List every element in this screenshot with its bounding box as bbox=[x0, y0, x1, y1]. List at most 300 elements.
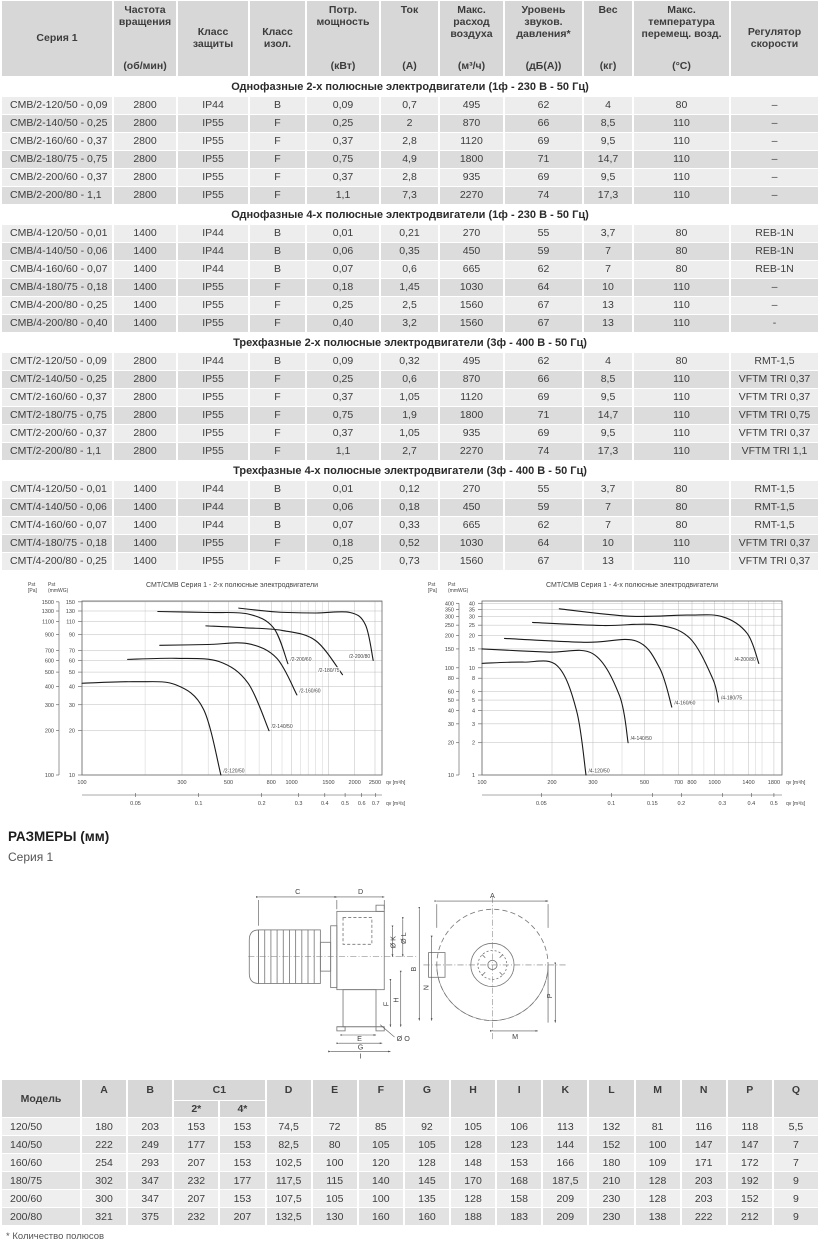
svg-text:25: 25 bbox=[468, 623, 475, 630]
spec-cell: CMB/2-140/50 - 0,25 bbox=[2, 115, 112, 132]
spec-cell: – bbox=[731, 115, 818, 132]
spec-cell: B bbox=[250, 481, 305, 498]
spec-cell: IP55 bbox=[178, 133, 248, 150]
svg-text:30: 30 bbox=[68, 703, 75, 710]
spec-cell: – bbox=[731, 279, 818, 296]
dims-cell: 92 bbox=[405, 1118, 449, 1135]
dims-subcol-4poles: 4* bbox=[220, 1101, 264, 1117]
dims-cell: 209 bbox=[543, 1208, 587, 1225]
spec-cell: B bbox=[250, 243, 305, 260]
spec-cell: 0,32 bbox=[381, 353, 438, 370]
dims-cell: 120 bbox=[359, 1154, 403, 1171]
svg-text:300: 300 bbox=[588, 780, 598, 787]
dimension-drawing bbox=[240, 866, 580, 1073]
spec-cell: 10 bbox=[584, 279, 632, 296]
spec-cell: IP55 bbox=[178, 115, 248, 132]
dims-cell: 81 bbox=[636, 1118, 680, 1135]
dims-cell: 153 bbox=[497, 1154, 541, 1171]
spec-cell: 0,01 bbox=[307, 225, 379, 242]
spec-col-header-7: Уровень звуков. давления* (дБ(А)) bbox=[505, 1, 582, 76]
spec-cell: 0,25 bbox=[307, 371, 379, 388]
dims-cell: 177 bbox=[174, 1136, 218, 1153]
spec-cell: 8,5 bbox=[584, 371, 632, 388]
spec-cell: B bbox=[250, 225, 305, 242]
svg-text:1: 1 bbox=[471, 773, 475, 780]
spec-cell: 69 bbox=[505, 425, 582, 442]
svg-text:0.05: 0.05 bbox=[130, 801, 141, 808]
spec-cell: 55 bbox=[505, 225, 582, 242]
svg-text:0.5: 0.5 bbox=[770, 801, 778, 808]
spec-cell: 1800 bbox=[440, 151, 503, 168]
spec-cell: VFTM TRI 0,37 bbox=[731, 389, 818, 406]
spec-cell: 1,1 bbox=[307, 443, 379, 460]
svg-text:qv [m³/h]: qv [m³/h] bbox=[786, 780, 806, 787]
dims-cell: 100 bbox=[313, 1154, 357, 1171]
svg-text:(mmWG): (mmWG) bbox=[48, 588, 69, 595]
spec-cell: CMT/2-120/50 - 0,09 bbox=[2, 353, 112, 370]
spec-cell: 7 bbox=[584, 261, 632, 278]
dims-cell: 347 bbox=[128, 1172, 172, 1189]
spec-cell: CMT/4-160/60 - 0,07 bbox=[2, 517, 112, 534]
spec-cell: CMB/4-160/60 - 0,07 bbox=[2, 261, 112, 278]
spec-cell: 0,07 bbox=[307, 517, 379, 534]
section-header-row bbox=[2, 205, 818, 224]
spec-table-row bbox=[2, 187, 818, 204]
spec-col-header-8: Вес (кг) bbox=[584, 1, 632, 76]
spec-cell: 59 bbox=[505, 499, 582, 516]
svg-text:400: 400 bbox=[444, 601, 454, 608]
svg-text:40: 40 bbox=[447, 708, 454, 715]
spec-table-row bbox=[2, 115, 818, 132]
spec-cell: 1,05 bbox=[381, 425, 438, 442]
spec-cell: B bbox=[250, 97, 305, 114]
spec-cell: IP44 bbox=[178, 225, 248, 242]
dims-cell: 153 bbox=[220, 1190, 264, 1207]
spec-cell: RMT-1,5 bbox=[731, 353, 818, 370]
svg-text:90: 90 bbox=[68, 632, 75, 639]
dims-cell: 192 bbox=[728, 1172, 772, 1189]
spec-cell: 62 bbox=[505, 353, 582, 370]
dims-cell: 147 bbox=[728, 1136, 772, 1153]
spec-cell: CMT/2-180/75 - 0,75 bbox=[2, 407, 112, 424]
svg-text:10: 10 bbox=[447, 773, 454, 780]
spec-col-header-4: Потр. мощность (кВт) bbox=[307, 1, 379, 76]
dimensions-series-label: Серия 1 bbox=[8, 850, 54, 865]
dims-cell: 128 bbox=[405, 1154, 449, 1171]
svg-text:700: 700 bbox=[673, 780, 684, 787]
spec-cell: 8,5 bbox=[584, 115, 632, 132]
curve-label: /4-180/75 bbox=[721, 695, 743, 702]
spec-cell: 0,6 bbox=[381, 261, 438, 278]
svg-text:0.4: 0.4 bbox=[747, 801, 756, 808]
spec-cell: 935 bbox=[440, 169, 503, 186]
spec-cell: 4 bbox=[584, 353, 632, 370]
spec-cell: 2,5 bbox=[381, 297, 438, 314]
dims-cell: 170 bbox=[451, 1172, 495, 1189]
dims-cell: 130 bbox=[313, 1208, 357, 1225]
svg-text:20: 20 bbox=[447, 741, 454, 748]
dims-cell: 203 bbox=[128, 1118, 172, 1135]
spec-table-row bbox=[2, 517, 818, 534]
spec-cell: CMT/2-140/50 - 0,25 bbox=[2, 371, 112, 388]
dims-cell-model: 120/50 bbox=[2, 1118, 80, 1135]
spec-cell: 13 bbox=[584, 315, 632, 332]
dims-table-row bbox=[2, 1208, 818, 1225]
svg-text:300: 300 bbox=[444, 615, 454, 622]
spec-cell: 0,75 bbox=[307, 407, 379, 424]
svg-text:1300: 1300 bbox=[41, 609, 54, 616]
svg-text:800: 800 bbox=[266, 780, 276, 787]
spec-cell: 69 bbox=[505, 133, 582, 150]
spec-cell: 0,73 bbox=[381, 553, 438, 570]
spec-cell: F bbox=[250, 169, 305, 186]
dims-cell: 100 bbox=[636, 1136, 680, 1153]
dims-cell: 82,5 bbox=[267, 1136, 311, 1153]
svg-text:130: 130 bbox=[65, 609, 75, 616]
svg-text:0.1: 0.1 bbox=[194, 801, 203, 808]
spec-table-header bbox=[2, 1, 818, 76]
spec-table-row bbox=[2, 499, 818, 516]
svg-text:1400: 1400 bbox=[742, 780, 755, 787]
dims-cell: 128 bbox=[451, 1190, 495, 1207]
dims-col-D: D bbox=[267, 1080, 311, 1117]
svg-text:Pst: Pst bbox=[48, 582, 56, 589]
spec-cell: 0,7 bbox=[381, 97, 438, 114]
spec-cell: REB-1N bbox=[731, 225, 818, 242]
spec-table bbox=[0, 0, 820, 571]
spec-cell: 110 bbox=[634, 315, 729, 332]
spec-cell: 67 bbox=[505, 315, 582, 332]
dims-col-H: H bbox=[451, 1080, 495, 1117]
spec-cell: 2270 bbox=[440, 187, 503, 204]
spec-cell: 3,7 bbox=[584, 225, 632, 242]
spec-cell: 2800 bbox=[114, 407, 176, 424]
spec-cell: 450 bbox=[440, 499, 503, 516]
spec-cell: 0,52 bbox=[381, 535, 438, 552]
svg-text:CMT/CMB Серия 1 - 2-х полюсны: CMT/CMB Серия 1 - 2-х полюсные электродвигатели bbox=[146, 582, 318, 590]
spec-cell: 1400 bbox=[114, 517, 176, 534]
spec-cell: 14,7 bbox=[584, 407, 632, 424]
spec-cell: 110 bbox=[634, 425, 729, 442]
dims-table-row bbox=[2, 1190, 818, 1207]
svg-text:qv [m³/s]: qv [m³/s] bbox=[786, 801, 806, 808]
spec-cell: F bbox=[250, 371, 305, 388]
dims-cell: 160 bbox=[359, 1208, 403, 1225]
spec-cell: CMB/2-200/60 - 0,37 bbox=[2, 169, 112, 186]
dim-label-c: C bbox=[295, 887, 301, 897]
section-title: Однофазные 2-х полюсные электродвигатели (1ф - 230 В - 50 Гц) bbox=[2, 77, 818, 96]
dims-cell: 115 bbox=[313, 1172, 357, 1189]
spec-cell: 17,3 bbox=[584, 187, 632, 204]
dims-table-row bbox=[2, 1154, 818, 1171]
spec-cell: 0,18 bbox=[381, 499, 438, 516]
spec-cell: 2800 bbox=[114, 133, 176, 150]
svg-text:300: 300 bbox=[177, 780, 187, 787]
svg-text:Pst: Pst bbox=[428, 582, 436, 589]
svg-text:1500: 1500 bbox=[41, 600, 54, 607]
spec-cell: VFTM TRI 0,37 bbox=[731, 425, 818, 442]
spec-cell: 4,9 bbox=[381, 151, 438, 168]
dim-label-e: E bbox=[357, 1034, 362, 1044]
spec-cell: 2,8 bbox=[381, 169, 438, 186]
spec-cell: IP55 bbox=[178, 297, 248, 314]
dim-label-k: Ø K bbox=[388, 936, 398, 949]
spec-cell: 1,9 bbox=[381, 407, 438, 424]
spec-cell: 0,25 bbox=[307, 115, 379, 132]
svg-text:0.05: 0.05 bbox=[536, 801, 547, 808]
spec-cell: REB-1N bbox=[731, 243, 818, 260]
spec-cell: 4 bbox=[584, 97, 632, 114]
dims-cell: 5,5 bbox=[774, 1118, 818, 1135]
dims-col-E: E bbox=[313, 1080, 357, 1117]
spec-cell: VFTM TRI 0,37 bbox=[731, 371, 818, 388]
svg-text:100: 100 bbox=[77, 780, 87, 787]
spec-cell: 69 bbox=[505, 389, 582, 406]
spec-cell: 1400 bbox=[114, 553, 176, 570]
dims-cell: 7 bbox=[774, 1136, 818, 1153]
spec-cell: VFTM TRI 0,37 bbox=[731, 553, 818, 570]
spec-cell: 870 bbox=[440, 371, 503, 388]
svg-text:4: 4 bbox=[471, 708, 475, 715]
dims-cell: 128 bbox=[451, 1136, 495, 1153]
spec-cell: 1400 bbox=[114, 297, 176, 314]
svg-text:15: 15 bbox=[468, 647, 475, 654]
dims-cell: 321 bbox=[82, 1208, 126, 1225]
spec-cell: 71 bbox=[505, 151, 582, 168]
dims-cell-model: 200/60 bbox=[2, 1190, 80, 1207]
dims-cell: 106 bbox=[497, 1118, 541, 1135]
spec-cell: 0,06 bbox=[307, 499, 379, 516]
svg-text:900: 900 bbox=[44, 632, 54, 639]
dims-cell: 160 bbox=[405, 1208, 449, 1225]
spec-cell: CMT/4-120/50 - 0,01 bbox=[2, 481, 112, 498]
dim-label-p: P bbox=[545, 993, 555, 999]
spec-cell: 2270 bbox=[440, 443, 503, 460]
dims-cell: 232 bbox=[174, 1172, 218, 1189]
dims-cell: 180 bbox=[82, 1118, 126, 1135]
svg-text:200: 200 bbox=[444, 633, 454, 640]
dims-cell: 207 bbox=[174, 1190, 218, 1207]
spec-cell: CMB/4-200/80 - 0,40 bbox=[2, 315, 112, 332]
svg-text:2500: 2500 bbox=[368, 780, 382, 787]
dims-subcol-2poles: 2* bbox=[174, 1101, 218, 1117]
svg-text:80: 80 bbox=[447, 676, 454, 683]
spec-cell: 110 bbox=[634, 169, 729, 186]
dims-cell: 102,5 bbox=[267, 1154, 311, 1171]
svg-text:110: 110 bbox=[66, 620, 75, 627]
spec-cell: 2800 bbox=[114, 169, 176, 186]
spec-cell: 2,7 bbox=[381, 443, 438, 460]
curve-label: /4-140/50 bbox=[630, 736, 652, 743]
spec-cell: CMT/2-200/60 - 0,37 bbox=[2, 425, 112, 442]
spec-table-row bbox=[2, 97, 818, 114]
svg-text:0.4: 0.4 bbox=[320, 801, 329, 808]
spec-cell: 0,06 bbox=[307, 243, 379, 260]
spec-cell: CMB/2-120/50 - 0,09 bbox=[2, 97, 112, 114]
dims-cell: 153 bbox=[220, 1136, 264, 1153]
spec-cell: 110 bbox=[634, 297, 729, 314]
spec-col-header-6: Макс. расход воздуха (м³/ч) bbox=[440, 1, 503, 76]
spec-cell: 55 bbox=[505, 481, 582, 498]
spec-cell: 110 bbox=[634, 407, 729, 424]
spec-cell: 1400 bbox=[114, 499, 176, 516]
spec-cell: 62 bbox=[505, 517, 582, 534]
spec-cell: 110 bbox=[634, 553, 729, 570]
spec-cell: – bbox=[731, 151, 818, 168]
svg-text:200: 200 bbox=[44, 729, 54, 736]
spec-table-row bbox=[2, 297, 818, 314]
dim-label-i: I bbox=[359, 1052, 362, 1062]
spec-cell: 66 bbox=[505, 371, 582, 388]
spec-cell: – bbox=[731, 169, 818, 186]
spec-table-row bbox=[2, 481, 818, 498]
svg-text:30: 30 bbox=[447, 722, 454, 729]
spec-cell: 110 bbox=[634, 279, 729, 296]
spec-cell: 1400 bbox=[114, 535, 176, 552]
dims-table-row bbox=[2, 1136, 818, 1153]
svg-text:150: 150 bbox=[65, 600, 75, 607]
dims-cell: 152 bbox=[589, 1136, 633, 1153]
poles-footnote: * Количество полюсов bbox=[6, 1231, 105, 1243]
svg-text:70: 70 bbox=[68, 648, 75, 655]
svg-text:1100: 1100 bbox=[42, 620, 54, 627]
svg-text:2000: 2000 bbox=[348, 780, 361, 787]
dims-cell: 152 bbox=[728, 1190, 772, 1207]
spec-cell: 0,07 bbox=[307, 261, 379, 278]
svg-text:0.2: 0.2 bbox=[677, 801, 686, 808]
spec-cell: IP55 bbox=[178, 535, 248, 552]
spec-cell: 2800 bbox=[114, 115, 176, 132]
spec-cell: 1,05 bbox=[381, 389, 438, 406]
spec-cell: 0,6 bbox=[381, 371, 438, 388]
spec-cell: 14,7 bbox=[584, 151, 632, 168]
spec-col-header-9: Макс. температура перемещ. возд. (°С) bbox=[634, 1, 729, 76]
spec-cell: F bbox=[250, 407, 305, 424]
svg-text:1000: 1000 bbox=[708, 780, 721, 787]
spec-cell: 74 bbox=[505, 443, 582, 460]
spec-col-header-0: Серия 1 bbox=[2, 1, 112, 76]
dims-cell: 222 bbox=[682, 1208, 726, 1225]
spec-table-row bbox=[2, 443, 818, 460]
dims-cell: 85 bbox=[359, 1118, 403, 1135]
spec-cell: 665 bbox=[440, 517, 503, 534]
spec-cell: 2800 bbox=[114, 187, 176, 204]
spec-cell: 1560 bbox=[440, 297, 503, 314]
dims-cell: 9 bbox=[774, 1190, 818, 1207]
svg-text:30: 30 bbox=[468, 615, 475, 622]
svg-text:10: 10 bbox=[468, 666, 475, 673]
dims-cell: 123 bbox=[497, 1136, 541, 1153]
svg-text:0.7: 0.7 bbox=[371, 801, 380, 808]
svg-text:300: 300 bbox=[44, 703, 54, 710]
dim-label-h: H bbox=[391, 997, 401, 1003]
spec-cell: 7 bbox=[584, 517, 632, 534]
dims-col-M: M bbox=[636, 1080, 680, 1117]
svg-text:40: 40 bbox=[468, 601, 475, 608]
dim-label-n: N bbox=[421, 985, 431, 991]
spec-cell: IP55 bbox=[178, 371, 248, 388]
dims-cell: 138 bbox=[636, 1208, 680, 1225]
spec-cell: 1030 bbox=[440, 535, 503, 552]
spec-cell: 3,2 bbox=[381, 315, 438, 332]
performance-charts bbox=[0, 571, 820, 819]
spec-cell: CMB/4-200/80 - 0,25 bbox=[2, 297, 112, 314]
svg-text:0.3: 0.3 bbox=[718, 801, 727, 808]
dims-cell: 222 bbox=[82, 1136, 126, 1153]
spec-cell: B bbox=[250, 261, 305, 278]
section-title: Трехфазные 2-х полюсные электродвигатели (3ф - 400 В - 50 Гц) bbox=[2, 333, 818, 352]
spec-cell: IP55 bbox=[178, 407, 248, 424]
dims-cell: 100 bbox=[359, 1190, 403, 1207]
spec-cell: IP55 bbox=[178, 315, 248, 332]
spec-cell: 110 bbox=[634, 151, 729, 168]
dims-cell-model: 160/60 bbox=[2, 1154, 80, 1171]
spec-cell: F bbox=[250, 389, 305, 406]
spec-cell: 110 bbox=[634, 115, 729, 132]
dims-col-B: B bbox=[128, 1080, 172, 1117]
dims-cell: 140 bbox=[359, 1172, 403, 1189]
curve-label: /2-120/50 bbox=[223, 768, 245, 775]
dim-label-d: D bbox=[357, 887, 364, 897]
spec-cell: 13 bbox=[584, 297, 632, 314]
spec-cell: 1800 bbox=[440, 407, 503, 424]
dims-col-N: N bbox=[682, 1080, 726, 1117]
dims-cell: 166 bbox=[543, 1154, 587, 1171]
spec-cell: 80 bbox=[634, 517, 729, 534]
spec-cell: 0,37 bbox=[307, 425, 379, 442]
spec-cell: RMT-1,5 bbox=[731, 499, 818, 516]
dims-cell: 72 bbox=[313, 1118, 357, 1135]
spec-cell: 9,5 bbox=[584, 389, 632, 406]
spec-cell: 1400 bbox=[114, 243, 176, 260]
spec-cell: 1560 bbox=[440, 315, 503, 332]
spec-cell: F bbox=[250, 151, 305, 168]
spec-cell: CMB/2-200/80 - 1,1 bbox=[2, 187, 112, 204]
spec-cell: 2800 bbox=[114, 353, 176, 370]
curve-label: /2-180/75 bbox=[318, 668, 340, 675]
curve-label: /4-200/80 bbox=[734, 657, 756, 664]
dims-col-Q: Q bbox=[774, 1080, 818, 1117]
svg-text:700: 700 bbox=[44, 648, 54, 655]
dims-cell: 210 bbox=[589, 1172, 633, 1189]
dims-cell: 9 bbox=[774, 1208, 818, 1225]
svg-text:100: 100 bbox=[444, 666, 454, 673]
dims-cell: 153 bbox=[174, 1118, 218, 1135]
spec-cell: F bbox=[250, 443, 305, 460]
dim-label-o: Ø O bbox=[396, 1034, 410, 1044]
svg-text:2: 2 bbox=[471, 741, 475, 748]
dims-cell: 107,5 bbox=[267, 1190, 311, 1207]
spec-cell: B bbox=[250, 499, 305, 516]
svg-text:0.5: 0.5 bbox=[341, 801, 349, 808]
svg-text:6: 6 bbox=[471, 689, 475, 696]
spec-cell: F bbox=[250, 187, 305, 204]
svg-text:400: 400 bbox=[44, 684, 54, 691]
spec-cell: 495 bbox=[440, 353, 503, 370]
spec-cell: 0,01 bbox=[307, 481, 379, 498]
spec-cell: 62 bbox=[505, 97, 582, 114]
spec-cell: 270 bbox=[440, 225, 503, 242]
spec-cell: 665 bbox=[440, 261, 503, 278]
spec-table-row bbox=[2, 407, 818, 424]
spec-cell: CMB/2-160/60 - 0,37 bbox=[2, 133, 112, 150]
spec-cell: CMB/4-120/50 - 0,01 bbox=[2, 225, 112, 242]
svg-text:3: 3 bbox=[471, 722, 475, 729]
dims-cell: 118 bbox=[728, 1118, 772, 1135]
spec-table-row bbox=[2, 425, 818, 442]
dim-label-f: F bbox=[381, 1002, 391, 1007]
svg-text:35: 35 bbox=[468, 607, 475, 614]
